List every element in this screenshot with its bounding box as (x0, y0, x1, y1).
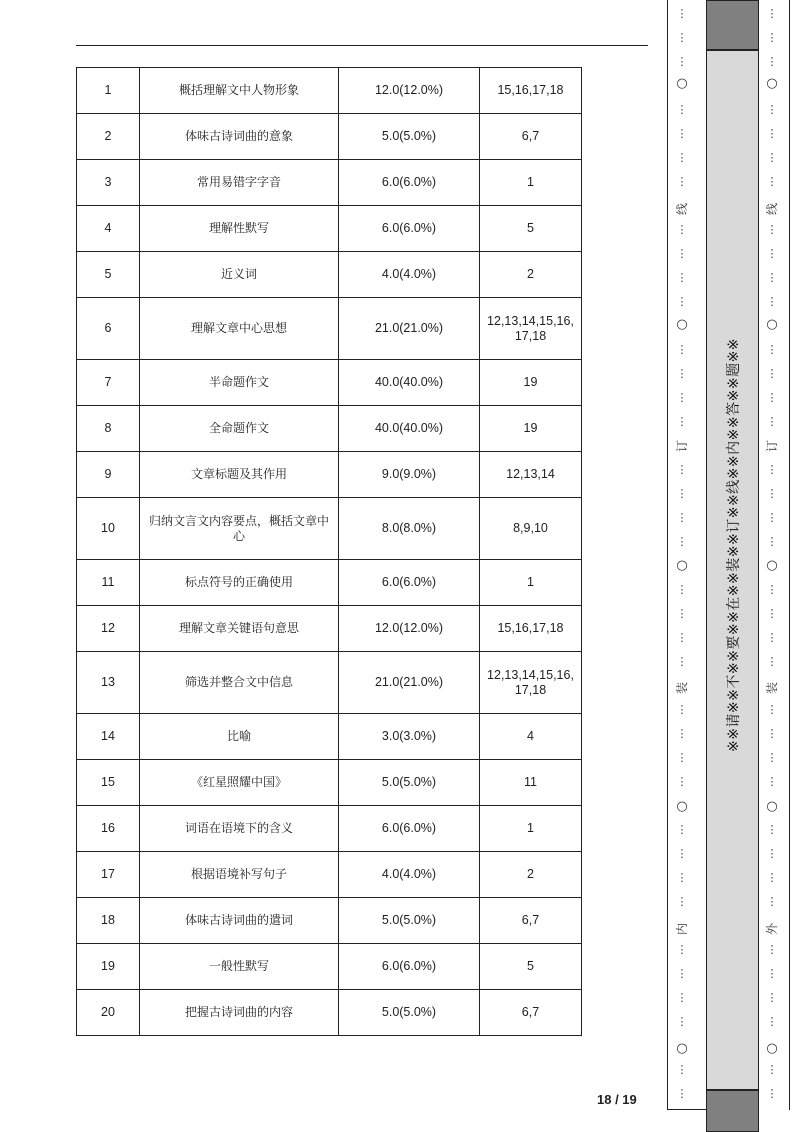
knowledge-point: 标点符号的正确使用 (140, 560, 339, 606)
question-numbers: 1 (480, 160, 582, 206)
seal-dots: ⋮ (676, 463, 688, 476)
question-numbers: 2 (480, 252, 582, 298)
seal-dots: ⋮ (676, 943, 688, 956)
seal-dots: ⋮ (676, 847, 688, 860)
score-share: 4.0(4.0%) (339, 252, 480, 298)
score-share: 6.0(6.0%) (339, 206, 480, 252)
page-number: 18 / 19 (597, 1092, 637, 1107)
seal-dots: ⋮ (766, 655, 778, 668)
row-number: 20 (77, 990, 140, 1036)
seal-dots: ⋮ (676, 1063, 688, 1076)
seal-dots: ⋮ (766, 55, 778, 68)
knowledge-point: 全命题作文 (140, 406, 339, 452)
seal-circle: ○ (766, 558, 778, 573)
question-numbers: 19 (480, 406, 582, 452)
table-row (77, 714, 582, 760)
table-row (77, 252, 582, 298)
seal-dots: ⋮ (766, 127, 778, 140)
row-number: 10 (77, 498, 140, 560)
table-row (77, 898, 582, 944)
seal-dots: ⋮ (676, 655, 688, 668)
seal-dots: ⋮ (766, 511, 778, 524)
table-row (77, 560, 582, 606)
seal-mark: 线 (675, 203, 689, 216)
seal-dots: ⋮ (676, 871, 688, 884)
binding-notice: ※※请※※不※※要※※在※※装※※订※※线※※内※※答※※题※※ (726, 337, 742, 753)
seal-dots: ⋮ (676, 391, 688, 404)
table-row (77, 852, 582, 898)
seal-dots: ⋮ (766, 487, 778, 500)
seal-mark: 内 (675, 923, 689, 936)
seal-dots: ⋮ (676, 151, 688, 164)
score-share: 5.0(5.0%) (339, 760, 480, 806)
row-number: 12 (77, 606, 140, 652)
question-numbers: 11 (480, 760, 582, 806)
seal-dots: ⋮ (766, 583, 778, 596)
score-share: 4.0(4.0%) (339, 852, 480, 898)
header-rule (76, 45, 648, 46)
seal-dots: ⋮ (676, 583, 688, 596)
seal-dots: ⋮ (766, 871, 778, 884)
seal-dots: ⋮ (676, 343, 688, 356)
row-number: 5 (77, 252, 140, 298)
score-share: 12.0(12.0%) (339, 606, 480, 652)
seal-dots: ⋮ (766, 367, 778, 380)
question-numbers: 5 (480, 944, 582, 990)
knowledge-point: 体味古诗词曲的意象 (140, 114, 339, 160)
seal-circle: ○ (676, 558, 688, 573)
row-number: 18 (77, 898, 140, 944)
row-number: 15 (77, 760, 140, 806)
seal-dots: ⋮ (766, 343, 778, 356)
seal-circle: ○ (766, 317, 778, 332)
binding-frame-edge (789, 0, 790, 1110)
seal-circle: ○ (766, 1041, 778, 1056)
seal-dots: ⋮ (676, 223, 688, 236)
question-numbers: 6,7 (480, 898, 582, 944)
seal-dots: ⋮ (676, 967, 688, 980)
table-row (77, 206, 582, 252)
seal-dots: ⋮ (676, 487, 688, 500)
score-share: 5.0(5.0%) (339, 898, 480, 944)
knowledge-point: 归纳文言文内容要点，概括文章中心 (140, 498, 339, 560)
table-row (77, 360, 582, 406)
binding-cap-top (706, 0, 759, 50)
row-number: 8 (77, 406, 140, 452)
row-number: 3 (77, 160, 140, 206)
seal-dots: ⋮ (676, 991, 688, 1004)
knowledge-point: 近义词 (140, 252, 339, 298)
question-numbers: 12,13,14,15,16, 17,18 (480, 652, 582, 714)
seal-dots: ⋮ (676, 7, 688, 20)
row-number: 1 (77, 68, 140, 114)
row-number: 9 (77, 452, 140, 498)
seal-mark: 装 (675, 682, 689, 695)
table-row (77, 406, 582, 452)
seal-dots: ⋮ (676, 607, 688, 620)
question-numbers: 19 (480, 360, 582, 406)
seal-dots: ⋮ (676, 895, 688, 908)
seal-dots: ⋮ (766, 271, 778, 284)
question-numbers: 12,13,14 (480, 452, 582, 498)
question-numbers: 8,9,10 (480, 498, 582, 560)
knowledge-point: 词语在语境下的含义 (140, 806, 339, 852)
binding-cap-bottom (706, 1090, 759, 1132)
seal-dots: ⋮ (766, 703, 778, 716)
question-numbers: 15,16,17,18 (480, 606, 582, 652)
row-number: 16 (77, 806, 140, 852)
row-number: 11 (77, 560, 140, 606)
question-numbers: 12,13,14,15,16, 17,18 (480, 298, 582, 360)
seal-dots: ⋮ (676, 1015, 688, 1028)
question-numbers: 5 (480, 206, 582, 252)
seal-dots: ⋮ (766, 223, 778, 236)
score-share: 5.0(5.0%) (339, 114, 480, 160)
seal-dots: ⋮ (676, 415, 688, 428)
row-number: 4 (77, 206, 140, 252)
row-number: 6 (77, 298, 140, 360)
score-share: 9.0(9.0%) (339, 452, 480, 498)
seal-dots: ⋮ (676, 775, 688, 788)
seal-dots: ⋮ (676, 631, 688, 644)
table-row (77, 806, 582, 852)
seal-dots: ⋮ (676, 247, 688, 260)
row-number: 2 (77, 114, 140, 160)
score-share: 21.0(21.0%) (339, 298, 480, 360)
seal-circle: ○ (766, 76, 778, 91)
seal-dots: ⋮ (766, 895, 778, 908)
seal-dots: ⋮ (676, 823, 688, 836)
seal-dots: ⋮ (766, 391, 778, 404)
question-numbers: 4 (480, 714, 582, 760)
knowledge-point: 把握古诗词曲的内容 (140, 990, 339, 1036)
seal-dots: ⋮ (676, 511, 688, 524)
score-share: 6.0(6.0%) (339, 806, 480, 852)
question-numbers: 1 (480, 560, 582, 606)
seal-dots: ⋮ (676, 703, 688, 716)
seal-dots: ⋮ (676, 1087, 688, 1100)
seal-dots: ⋮ (766, 295, 778, 308)
score-share: 5.0(5.0%) (339, 990, 480, 1036)
table-row (77, 298, 582, 360)
seal-circle: ○ (676, 799, 688, 814)
seal-dots: ⋮ (766, 175, 778, 188)
seal-dots: ⋮ (766, 463, 778, 476)
score-share: 8.0(8.0%) (339, 498, 480, 560)
table-row (77, 68, 582, 114)
seal-dots: ⋮ (766, 727, 778, 740)
row-number: 14 (77, 714, 140, 760)
score-share: 40.0(40.0%) (339, 406, 480, 452)
seal-dots: ⋮ (766, 1063, 778, 1076)
score-share: 12.0(12.0%) (339, 68, 480, 114)
question-numbers: 15,16,17,18 (480, 68, 582, 114)
score-share: 21.0(21.0%) (339, 652, 480, 714)
knowledge-point: 文章标题及其作用 (140, 452, 339, 498)
seal-dots: ⋮ (676, 127, 688, 140)
row-number: 19 (77, 944, 140, 990)
seal-mark: 订 (765, 440, 779, 453)
seal-dots: ⋮ (676, 367, 688, 380)
row-number: 13 (77, 652, 140, 714)
seal-dots: ⋮ (676, 31, 688, 44)
knowledge-point: 筛选并整合文中信息 (140, 652, 339, 714)
seal-dots: ⋮ (766, 7, 778, 20)
knowledge-point: 理解文章中心思想 (140, 298, 339, 360)
seal-dots: ⋮ (766, 415, 778, 428)
seal-mark: 订 (675, 440, 689, 453)
knowledge-point: 《红星照耀中国》 (140, 760, 339, 806)
seal-dots: ⋮ (676, 55, 688, 68)
table-row (77, 944, 582, 990)
table-row (77, 760, 582, 806)
seal-dots: ⋮ (766, 847, 778, 860)
table-row (77, 652, 582, 714)
score-share: 6.0(6.0%) (339, 944, 480, 990)
score-share: 40.0(40.0%) (339, 360, 480, 406)
table-row (77, 606, 582, 652)
seal-dots: ⋮ (766, 775, 778, 788)
seal-dots: ⋮ (676, 727, 688, 740)
question-numbers: 6,7 (480, 114, 582, 160)
seal-dots: ⋮ (766, 967, 778, 980)
seal-dots: ⋮ (766, 535, 778, 548)
seal-mark: 装 (765, 682, 779, 695)
seal-dots: ⋮ (766, 151, 778, 164)
seal-circle: ○ (766, 799, 778, 814)
knowledge-point: 常用易错字字音 (140, 160, 339, 206)
seal-dots: ⋮ (676, 751, 688, 764)
row-number: 17 (77, 852, 140, 898)
question-numbers: 6,7 (480, 990, 582, 1036)
table-row (77, 160, 582, 206)
seal-circle: ○ (676, 76, 688, 91)
knowledge-point: 一般性默写 (140, 944, 339, 990)
seal-circle: ○ (676, 1041, 688, 1056)
question-numbers: 1 (480, 806, 582, 852)
seal-dots: ⋮ (766, 103, 778, 116)
knowledge-point: 概括理解文中人物形象 (140, 68, 339, 114)
score-share: 3.0(3.0%) (339, 714, 480, 760)
score-share: 6.0(6.0%) (339, 560, 480, 606)
seal-mark: 线 (765, 203, 779, 216)
seal-dots: ⋮ (676, 175, 688, 188)
seal-dots: ⋮ (676, 271, 688, 284)
seal-dots: ⋮ (766, 31, 778, 44)
knowledge-point-table (76, 67, 582, 1036)
outer-seal-line (764, 0, 780, 1110)
seal-dots: ⋮ (766, 607, 778, 620)
table-row (77, 114, 582, 160)
seal-dots: ⋮ (766, 247, 778, 260)
score-share: 6.0(6.0%) (339, 160, 480, 206)
table-row (77, 498, 582, 560)
knowledge-point: 比喻 (140, 714, 339, 760)
knowledge-point: 理解性默写 (140, 206, 339, 252)
seal-dots: ⋮ (766, 1015, 778, 1028)
row-number: 7 (77, 360, 140, 406)
inner-seal-line (674, 0, 690, 1110)
seal-dots: ⋮ (676, 295, 688, 308)
knowledge-point: 半命题作文 (140, 360, 339, 406)
knowledge-point: 体味古诗词曲的遣词 (140, 898, 339, 944)
table-row (77, 990, 582, 1036)
seal-dots: ⋮ (766, 631, 778, 644)
seal-dots: ⋮ (766, 751, 778, 764)
seal-dots: ⋮ (766, 943, 778, 956)
seal-circle: ○ (676, 317, 688, 332)
knowledge-point: 根据语境补写句子 (140, 852, 339, 898)
seal-dots: ⋮ (676, 103, 688, 116)
seal-dots: ⋮ (766, 823, 778, 836)
seal-mark: 外 (765, 923, 779, 936)
question-numbers: 2 (480, 852, 582, 898)
knowledge-point: 理解文章关键语句意思 (140, 606, 339, 652)
seal-dots: ⋮ (766, 991, 778, 1004)
seal-dots: ⋮ (766, 1087, 778, 1100)
table-row (77, 452, 582, 498)
seal-dots: ⋮ (676, 535, 688, 548)
